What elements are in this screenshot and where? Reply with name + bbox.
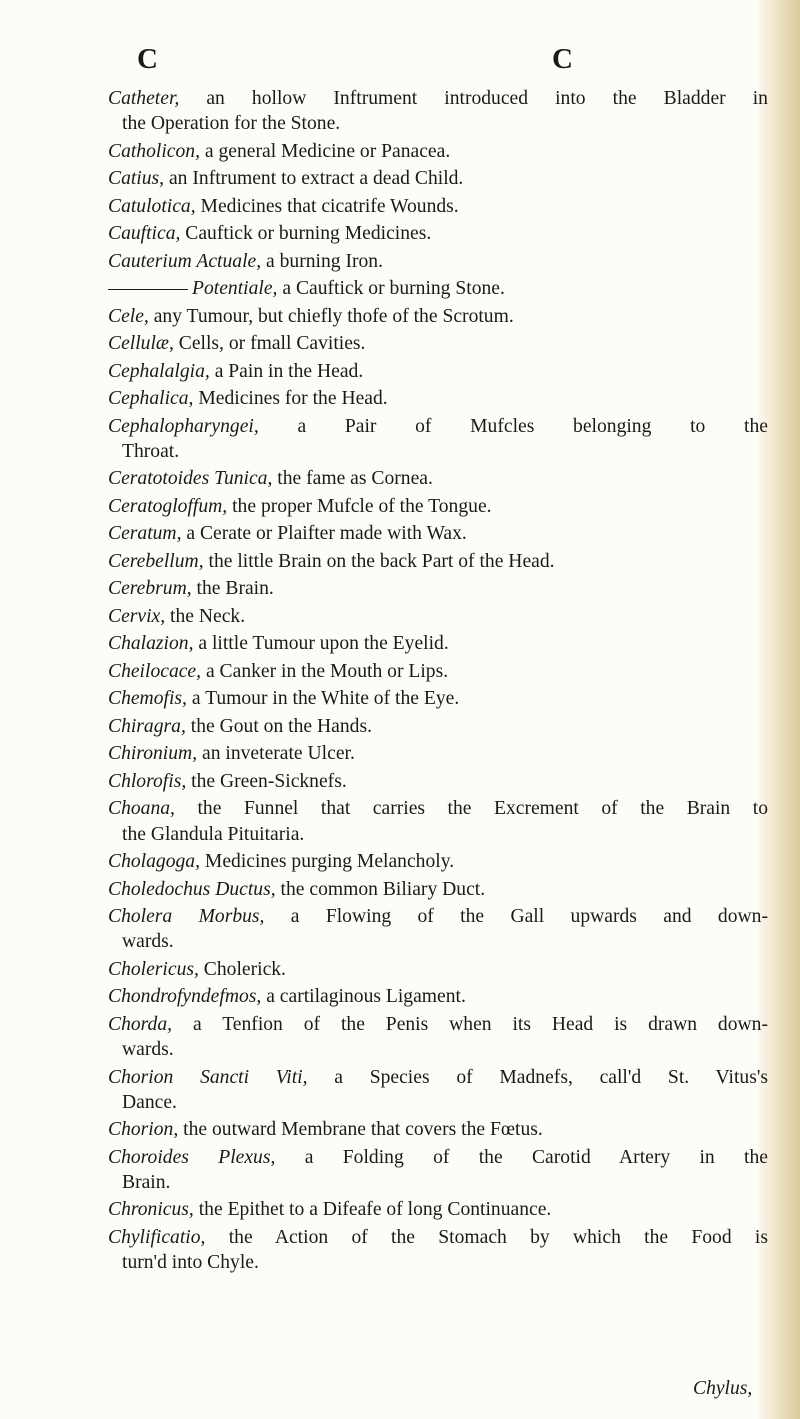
entry-definition: the Brain.	[196, 578, 274, 600]
dictionary-entry	[108, 221, 768, 246]
entry-definition: Cells, or fmall Cavities.	[178, 333, 366, 355]
entry-continuation: Throat.	[122, 440, 180, 462]
page-header	[0, 43, 800, 83]
entry-headword: Catholicon,	[108, 140, 200, 162]
entry-definition: a Folding of the Carotid Artery in the	[304, 1146, 768, 1168]
entry-definition: the outward Membrane that covers the Fœtus.	[183, 1119, 543, 1141]
entry-continuation: the Glandula Pituitaria.	[122, 823, 305, 845]
entry-headword: Cerebellum,	[108, 550, 204, 572]
entry-headword: Ceratum,	[108, 523, 182, 545]
entry-definition: a little Tumour upon the Eyelid.	[198, 633, 449, 655]
dictionary-entry-continued	[108, 1090, 768, 1115]
dictionary-entry	[108, 631, 768, 656]
entry-headword: Catius,	[108, 168, 165, 190]
header-letter-left: C	[137, 43, 159, 75]
dictionary-entry	[108, 249, 768, 274]
entry-headword: Catulotica,	[108, 195, 196, 217]
entry-headword: Chorda,	[108, 1013, 173, 1035]
entry-headword: Choroides Plexus,	[108, 1146, 276, 1168]
entry-definition: the Epithet to a Difeafe of long Continuance.	[198, 1199, 552, 1221]
entry-definition: a general Medicine or Panacea.	[204, 140, 451, 162]
entry-definition: a Cauftick or burning Stone.	[282, 278, 505, 300]
entry-headword: Chondrofyndefmos,	[108, 986, 262, 1008]
ditto-dash	[108, 289, 188, 290]
entry-definition: the Neck.	[170, 605, 246, 627]
dictionary-entry	[108, 1145, 768, 1170]
dictionary-entry	[108, 714, 768, 739]
entry-headword: Chronicus,	[108, 1199, 194, 1221]
dictionary-entry	[108, 984, 768, 1009]
entry-headword: Cerebrum,	[108, 578, 192, 600]
dictionary-entry	[108, 604, 768, 629]
entry-definition: a Species of Madnefs, call'd St. Vitus's	[334, 1066, 768, 1088]
dictionary-entry-continued	[108, 111, 768, 136]
entry-definition: the little Brain on the back Part of the Head.	[208, 550, 555, 572]
entry-headword: Cheilocace,	[108, 660, 202, 682]
entry-headword: Cholera Morbus,	[108, 906, 265, 928]
dictionary-entry	[108, 386, 768, 411]
entry-definition: the Funnel that carries the Excrement of the Brain to	[197, 798, 768, 820]
dictionary-entry	[108, 1065, 768, 1090]
entry-definition: the common Biliary Duct.	[280, 878, 486, 900]
entry-headword: Choledochus Ductus,	[108, 878, 276, 900]
entry-headword: Chylificatio,	[108, 1226, 206, 1248]
entry-definition: a Cerate or Plaifter made with Wax.	[186, 523, 467, 545]
entry-headword: Chemofis,	[108, 688, 187, 710]
dictionary-entry	[108, 359, 768, 384]
entry-definition: a Pair of Mufcles belonging to the	[297, 415, 768, 437]
dictionary-entry	[108, 659, 768, 684]
entry-definition: Medicines for the Head.	[198, 388, 388, 410]
entry-definition: the Action of the Stomach by which the Food is	[228, 1226, 768, 1248]
dictionary-entry	[108, 166, 768, 191]
entry-headword: Choana,	[108, 798, 175, 820]
catchword: Chylus,	[693, 1378, 753, 1399]
entry-definition: a Pain in the Head.	[214, 360, 364, 382]
entry-continuation: wards.	[122, 931, 174, 953]
entry-list	[108, 86, 768, 1278]
dictionary-entry	[108, 331, 768, 356]
dictionary-entry	[108, 849, 768, 874]
dictionary-entry	[108, 1197, 768, 1222]
entry-headword: Cervix,	[108, 605, 166, 627]
dictionary-entry-continued	[108, 1250, 768, 1275]
entry-headword: Chlorofis,	[108, 770, 187, 792]
entry-headword: Ceratogloffum,	[108, 495, 228, 517]
dictionary-entry	[108, 796, 768, 821]
dictionary-entry	[108, 304, 768, 329]
dictionary-entry	[108, 1117, 768, 1142]
dictionary-entry	[108, 494, 768, 519]
entry-definition: a Tenfion of the Penis when its Head is drawn down-	[192, 1013, 768, 1035]
entry-definition: a Tumour in the White of the Eye.	[191, 688, 460, 710]
dictionary-entry-continued	[108, 1170, 768, 1195]
entry-headword: Cephalica,	[108, 388, 194, 410]
entry-headword: Cellulæ,	[108, 333, 174, 355]
entry-definition: Cauftick or burning Medicines.	[185, 223, 432, 245]
entry-headword: Cholericus,	[108, 958, 199, 980]
entry-continuation: wards.	[122, 1039, 174, 1061]
dictionary-entry	[108, 194, 768, 219]
dictionary-entry-continued	[108, 1037, 768, 1062]
dictionary-entry	[108, 466, 768, 491]
entry-continuation: Brain.	[122, 1171, 171, 1193]
entry-definition: any Tumour, but chiefly thofe of the Scrotum.	[153, 305, 514, 327]
dictionary-entry-continued	[108, 929, 768, 954]
dictionary-entry	[108, 521, 768, 546]
entry-headword: Chiragra,	[108, 715, 186, 737]
entry-continuation: turn'd into Chyle.	[122, 1252, 259, 1274]
entry-definition: the Green-Sicknefs.	[191, 770, 347, 792]
entry-headword: Chironium,	[108, 743, 198, 765]
entry-definition: a Flowing of the Gall upwards and down-	[290, 906, 768, 928]
dictionary-entry	[108, 877, 768, 902]
dictionary-entry	[108, 139, 768, 164]
entry-headword: Cele,	[108, 305, 149, 327]
entry-continuation: the Operation for the Stone.	[122, 113, 341, 135]
dictionary-entry	[108, 576, 768, 601]
entry-definition: an hollow Inftrument introduced into the Bladder in	[206, 88, 768, 109]
dictionary-entry-continued	[108, 822, 768, 847]
entry-headword: Chorion Sancti Viti,	[108, 1066, 308, 1088]
entry-definition: an inveterate Ulcer.	[202, 743, 355, 765]
entry-definition: Cholerick.	[203, 958, 286, 980]
dictionary-entry	[108, 86, 768, 111]
dictionary-entry	[108, 549, 768, 574]
entry-headword: Cephalopharyngei,	[108, 415, 259, 437]
dictionary-entry	[108, 769, 768, 794]
entry-headword: Chorion,	[108, 1119, 179, 1141]
dictionary-entry	[108, 957, 768, 982]
entry-headword: Cephalalgia,	[108, 360, 210, 382]
entry-headword: Ceratotoides Tunica,	[108, 468, 273, 490]
entry-continuation: Dance.	[122, 1091, 177, 1113]
dictionary-entry-continued	[108, 439, 768, 464]
entry-definition: Medicines that cicatrife Wounds.	[200, 195, 459, 217]
dictionary-entry	[108, 1225, 768, 1250]
entry-definition: a cartilaginous Ligament.	[266, 986, 466, 1008]
entry-headword: Cauftica,	[108, 223, 181, 245]
dictionary-entry	[108, 1012, 768, 1037]
entry-definition: the proper Mufcle of the Tongue.	[232, 495, 492, 517]
entry-headword: Cholagoga,	[108, 851, 200, 873]
dictionary-entry	[108, 741, 768, 766]
entry-definition: the fame as Cornea.	[277, 468, 433, 490]
entry-definition: the Gout on the Hands.	[190, 715, 372, 737]
entry-headword: Chalazion,	[108, 633, 194, 655]
entry-definition: a burning Iron.	[266, 250, 384, 272]
entry-definition: a Canker in the Mouth or Lips.	[205, 660, 449, 682]
header-letter-right: C	[552, 43, 574, 75]
dictionary-entry	[108, 414, 768, 439]
dictionary-entry	[108, 686, 768, 711]
entry-headword: Potentiale,	[192, 278, 278, 300]
entry-definition: an Inftrument to extract a dead Child.	[168, 168, 464, 190]
dictionary-entry	[108, 276, 768, 301]
entry-headword: Cauterium Actuale,	[108, 250, 262, 272]
entry-headword: Catheter,	[108, 88, 180, 109]
dictionary-entry	[108, 904, 768, 929]
entry-definition: Medicines purging Melancholy.	[204, 851, 455, 873]
